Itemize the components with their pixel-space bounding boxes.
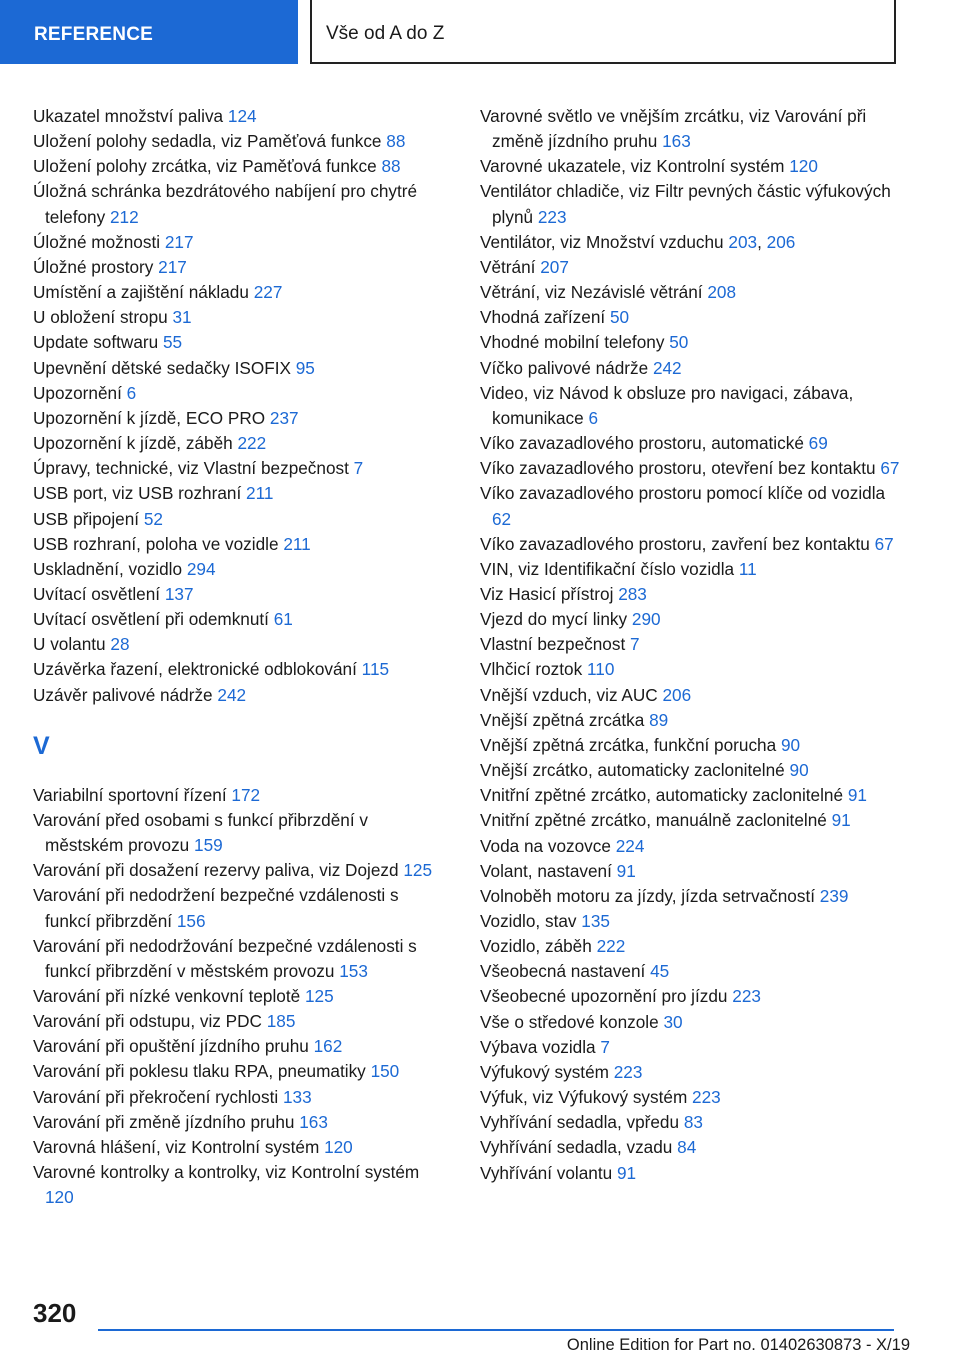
page-reference-link[interactable]: 88 [381,156,401,177]
index-entry-term: Varování při dosažení rezervy paliva, viz Dojezd [33,860,399,881]
index-entry-term: VIN, viz Identifikační číslo vozidla [480,558,735,579]
index-entry-term: Vyhřívání volantu [480,1162,613,1183]
index-entry [480,934,900,959]
page-reference-link[interactable]: 211 [283,533,311,554]
index-entry [480,657,900,682]
index-entry [480,179,900,229]
index-column-right [480,104,900,1186]
page-reference-link[interactable]: 50 [609,307,630,328]
index-entry-term: Vyhřívání sedadla, vzadu [480,1137,673,1158]
index-entry-term: Varování při změně jízdního pruhu [33,1111,295,1132]
index-entry-term: Upozornění [33,382,122,403]
index-entry-term: Vnější zrcátko, automaticky zaclonitelné [480,760,785,781]
index-entry-term: Uskladnění, vozidlo [33,558,183,579]
page-reference-link[interactable]: 172 [231,784,261,805]
index-entry-term: Úpravy, technické, viz Vlastní bezpečnost [33,458,349,479]
page-reference-link[interactable]: 50 [669,332,689,353]
index-entry [33,406,445,431]
page-reference-link[interactable]: 290 [631,609,661,630]
index-entry [33,1110,445,1135]
page-reference-link[interactable]: 115 [361,659,390,680]
index-entry [33,657,445,682]
page-reference-link[interactable]: 7 [353,458,364,479]
page-reference-link[interactable]: 237 [269,407,299,428]
index-list-v-continued [480,104,900,1186]
index-entry-term: Video, viz Návod k obsluze pro navigaci, zábava, komunikace [480,382,854,428]
index-entry [480,758,900,783]
index-entry-term: Volant, nastavení [480,860,612,881]
page-reference-link[interactable]: 61 [273,609,293,630]
index-entry [33,456,445,481]
index-entry-term: Víko zavazadlového prostoru, automatické [480,433,804,454]
index-entry [480,607,900,632]
index-entry-term: Víčko palivové nádrže [480,357,649,378]
index-entry-term: U volantu [33,634,106,655]
page-reference-link[interactable]: 207 [540,256,569,277]
page-reference-link[interactable]: 7 [600,1036,610,1057]
index-entry [33,808,445,858]
index-entry-term: Upozornění k jízdě, ECO PRO [33,407,266,428]
page-reference-link[interactable]: 88 [386,131,406,152]
index-entry-term: Uložení polohy zrcátka, viz Paměťová funkce [33,156,377,177]
index-entry-term: Update softwaru [33,332,159,353]
page-reference-link[interactable]: 90 [780,734,801,755]
index-entry-term: Varovné světlo ve vnějším zrcátku, viz Varování při změně jízdního pruhu [480,106,867,152]
index-entry [33,883,445,933]
index-entry-term: Vnější zpětná zrcátka [480,709,645,730]
index-entry-term: Ventilátor, viz Množství vzduchu [480,231,724,252]
page-reference-link[interactable]: 222 [596,936,626,957]
index-entry-term: Uvítací osvětlení [33,583,161,604]
page-reference-link[interactable]: 242 [217,684,247,705]
index-entry [480,783,900,808]
index-entry-term: Výfuk, viz Výfukový systém [480,1087,688,1108]
page-reference-link[interactable]: 45 [650,961,670,982]
index-entry-term: Vnitřní zpětné zrcátko, manuálně zaclonitelné [480,810,827,831]
index-entry-term: Vhodné mobilní telefony [480,332,665,353]
index-entry [33,557,445,582]
index-entry [480,859,900,884]
index-entry-term: Výbava vozidla [480,1036,596,1057]
index-entry [480,431,900,456]
index-entry-term: Úložné prostory [33,256,154,277]
index-entry [480,683,900,708]
index-entry [33,230,445,255]
page-reference-link[interactable]: 206 [766,231,796,252]
index-entry-term: Ventilátor chladiče, viz Filtr pevných částic výfukových plynů [480,181,891,227]
page-reference-link[interactable]: 212 [109,206,139,227]
page-reference-link[interactable]: 11 [738,558,757,579]
index-entry-term: Varovné kontrolky a kontrolky, viz Kontrolní systém [33,1162,420,1183]
index-entry [480,834,900,859]
index-entry-term: Víko zavazadlového prostoru, otevření bez kontaktu [480,458,876,479]
page-reference-link[interactable]: 227 [253,282,283,303]
index-entry-term: Vyhřívání sedadla, vpředu [480,1112,680,1133]
page-reference-link[interactable]: 95 [295,357,315,378]
index-entry [33,356,445,381]
index-entry [480,1135,900,1160]
page-reference-link[interactable]: 31 [172,307,192,328]
edition-info: Online Edition for Part no. 01402630873 - X/19 [566,1336,910,1354]
section-label: REFERENCE [34,24,153,45]
index-entry-term: Vozidlo, záběh [480,936,592,957]
index-list-v [33,783,445,1211]
page-reference-link[interactable]: 217 [164,231,194,252]
index-entry-term: Úložné možnosti [33,231,161,252]
index-entry-term: Vlastní bezpečnost [480,634,626,655]
page-reference-link[interactable]: 6 [126,382,137,403]
page-reference-link[interactable]: 125 [403,860,433,881]
index-entry [480,909,900,934]
page-reference-link[interactable]: 69 [808,433,828,454]
index-entry [480,1035,900,1060]
index-entry [480,280,900,305]
index-entry-term: Uložení polohy sedadla, viz Paměťová funkce [33,131,382,152]
page-reference-link[interactable]: 203 [728,231,758,252]
index-entry [33,1085,445,1110]
index-entry [480,154,900,179]
index-entry-term: Varování při nedodržení bezpečné vzdálenosti s funkcí přibrzdění [33,885,399,931]
index-entry-term: Varování při nedodržování bezpečné vzdálenosti s funkcí přibrzdění v městském provozu [33,935,417,981]
index-entry-term: Vjezd do mycí linky [480,609,628,630]
page-reference-link[interactable]: 206 [662,684,692,705]
page-reference-link[interactable]: 135 [581,911,610,931]
index-entry-term: Varovná hlášení, viz Kontrolní systém [33,1136,320,1157]
page-reference-link[interactable]: 91 [847,785,867,806]
index-entry-term: Varování při odstupu, viz PDC [33,1011,262,1032]
page-reference-link[interactable]: 67 [880,458,900,479]
index-entry [480,959,900,984]
index-entry [480,708,900,733]
index-entry [480,456,900,481]
page-reference-link[interactable]: 153 [339,960,368,981]
page-reference-link[interactable]: 137 [164,583,194,604]
page-reference-link[interactable]: 120 [45,1187,74,1208]
index-entry-term: Volnoběh motoru za jízdy, jízda setrvačností [480,885,816,906]
page-reference-link[interactable]: 223 [732,986,761,1007]
index-entry-term: Větrání [480,256,536,277]
page-reference-link[interactable]: 91 [616,860,636,881]
index-entry [33,632,445,657]
index-entry [33,858,445,883]
page-reference-link[interactable]: 242 [652,357,682,378]
index-entry [33,330,445,355]
page-reference-link[interactable]: 124 [227,106,257,126]
page-reference-link[interactable]: 91 [616,1162,637,1183]
index-entry [33,1034,445,1059]
page-reference-link[interactable]: 55 [162,332,183,353]
index-entry [33,582,445,607]
page-reference-link[interactable]: 120 [789,156,818,177]
page-reference-link[interactable]: 150 [370,1061,400,1082]
index-entry-term: USB rozhraní, poloha ve vozidle [33,533,279,554]
index-entry [33,1135,445,1160]
index-entry [33,255,445,280]
page-reference-link[interactable]: 30 [663,1011,683,1032]
page-reference-link[interactable]: 62 [492,508,512,529]
index-entry [33,481,445,506]
chapter-title-box [310,0,896,64]
index-entry [480,808,900,833]
index-entry-term: Uvítací osvětlení při odemknutí [33,609,269,630]
index-entry-term: Vnitřní zpětné zrcátko, automaticky zaclonitelné [480,785,844,806]
index-entry [33,1009,445,1034]
page-reference-link[interactable]: 110 [586,659,615,680]
index-entry [480,356,900,381]
index-entry-term: Vlhčicí roztok [480,659,583,680]
index-entry [33,532,445,557]
page-reference-link[interactable]: 6 [588,407,599,428]
index-entry [33,179,445,229]
index-entry-term: USB připojení [33,508,140,529]
index-entry-term: Varování při opuštění jízdního pruhu [33,1036,309,1057]
page-reference-link[interactable]: 294 [186,558,216,579]
index-entry-term: Úložná schránka bezdrátového nabíjení pro chytré telefony [33,181,418,227]
index-entry-term: Varování při překročení rychlosti [33,1086,279,1107]
page-reference-link[interactable]: 156 [176,910,206,931]
index-entry [33,431,445,456]
page-reference-link[interactable]: 239 [819,885,849,906]
page-reference-link[interactable]: 163 [662,131,691,152]
index-entry-term: Vnější vzduch, viz AUC [480,684,658,705]
page-reference-link[interactable]: 208 [707,282,737,303]
index-list-u [33,104,445,708]
page-reference-link[interactable]: 211 [246,483,274,504]
page-reference-link[interactable]: 185 [266,1011,296,1032]
section-letter: V [33,731,50,760]
page-reference-link[interactable]: 223 [613,1061,643,1082]
index-entry-term: Všeobecné upozornění pro jízdu [480,986,728,1007]
page-reference-link[interactable]: 7 [630,634,640,655]
page-reference-link[interactable]: 223 [537,206,567,227]
index-entry-term: Viz Hasicí přístroj [480,583,614,604]
page-reference-link[interactable]: 120 [324,1136,353,1157]
index-entry [480,381,900,431]
index-entry [33,1059,445,1084]
index-entry-term: Víko zavazadlového prostoru, zavření bez kontaktu [480,533,870,554]
page-reference-link[interactable]: 224 [615,835,645,856]
index-entry [33,154,445,179]
index-entry-term: Varování při nízké venkovní teplotě [33,986,301,1006]
index-entry [480,255,900,280]
index-entry [33,607,445,632]
index-entry [33,934,445,984]
page-reference-link[interactable]: 163 [299,1111,328,1132]
chapter-title: Vše od A do Z [326,23,445,44]
index-entry [33,783,445,808]
index-entry [33,507,445,532]
index-entry-term: Varování při poklesu tlaku RPA, pneumatiky [33,1061,366,1082]
index-entry-term: Vhodná zařízení [480,307,606,328]
index-entry [33,683,445,708]
index-entry [33,104,445,129]
index-entry [33,1160,445,1210]
page-reference-link[interactable]: 90 [789,760,809,781]
index-entry [480,1060,900,1085]
index-entry-term: U obložení stropu [33,307,168,328]
index-entry-term: Vnější zpětná zrcátka, funkční porucha [480,734,777,755]
page-reference-link[interactable]: 223 [692,1087,721,1108]
index-entry-term: Všeobecná nastavení [480,961,646,982]
index-entry [480,733,900,758]
index-entry [480,305,900,330]
index-entry-term: Výfukový systém [480,1061,609,1082]
index-entry-term: Ukazatel množství paliva [33,106,224,126]
index-entry [480,984,900,1009]
page-reference-link[interactable]: 28 [110,634,130,655]
index-entry-term: Uzávěr palivové nádrže [33,684,213,705]
index-entry [480,532,900,557]
index-column-left [33,104,445,1210]
page-reference-link[interactable]: 283 [618,583,647,604]
index-entry-term: Umístění a zajištění nákladu [33,282,249,303]
index-entry [33,984,445,1009]
index-entry-term: Varování před osobami s funkcí přibrzdění v městském provozu [33,809,369,856]
index-entry [33,381,445,406]
index-entry [480,632,900,657]
page-reference-link[interactable]: 89 [649,709,669,730]
index-entry-term: Upozornění k jízdě, záběh [33,433,233,454]
page-reference-link[interactable]: 83 [683,1112,703,1133]
index-entry-term: Variabilní sportovní řízení [33,784,227,805]
index-entry [480,481,900,531]
index-entry [480,1110,900,1135]
index-entry [480,557,900,582]
index-entry-term: Voda na vozovce [480,835,611,856]
index-entry-term: USB port, viz USB rozhraní [33,483,242,504]
page-reference-link[interactable]: 84 [677,1137,697,1158]
page-reference-link[interactable]: 222 [237,433,267,454]
index-entry-term: Uzávěrka řazení, elektronické odblokování [33,659,357,680]
page-reference-link[interactable]: 52 [143,508,163,529]
index-entry [33,280,445,305]
page-reference-link[interactable]: 91 [831,810,851,831]
index-entry [480,1161,900,1186]
section-tab [0,0,298,64]
index-entry [480,884,900,909]
page-reference-link[interactable]: 125 [304,986,334,1006]
index-entry-term: Upevnění dětské sedačky ISOFIX [33,357,291,378]
page-reference-link[interactable]: 67 [874,533,894,554]
page-reference-link[interactable]: 217 [158,256,187,277]
index-entry [480,330,900,355]
footer-rule [98,1329,894,1331]
index-entry [33,305,445,330]
index-entry-term: Víko zavazadlového prostoru pomocí klíče od vozidla [480,483,886,504]
page-reference-link[interactable]: 162 [313,1036,343,1057]
index-entry [480,1085,900,1110]
index-entry-term: Varovné ukazatele, viz Kontrolní systém [480,156,785,177]
index-entry-term: Vozidlo, stav [480,911,577,931]
index-entry: Ventilátor, viz Množství vzduchu 203, 206 [480,231,796,252]
index-entry-term: Vše o středové konzole [480,1011,659,1032]
page-reference-link[interactable]: 133 [282,1086,312,1107]
index-entry [480,582,900,607]
index-entry [480,104,900,154]
index-entry [480,1010,900,1035]
page-reference-link[interactable]: 159 [194,835,223,856]
index-entry [33,129,445,154]
index-entry-term: Větrání, viz Nezávislé větrání [480,282,703,303]
page-number: 320 [33,1298,77,1328]
